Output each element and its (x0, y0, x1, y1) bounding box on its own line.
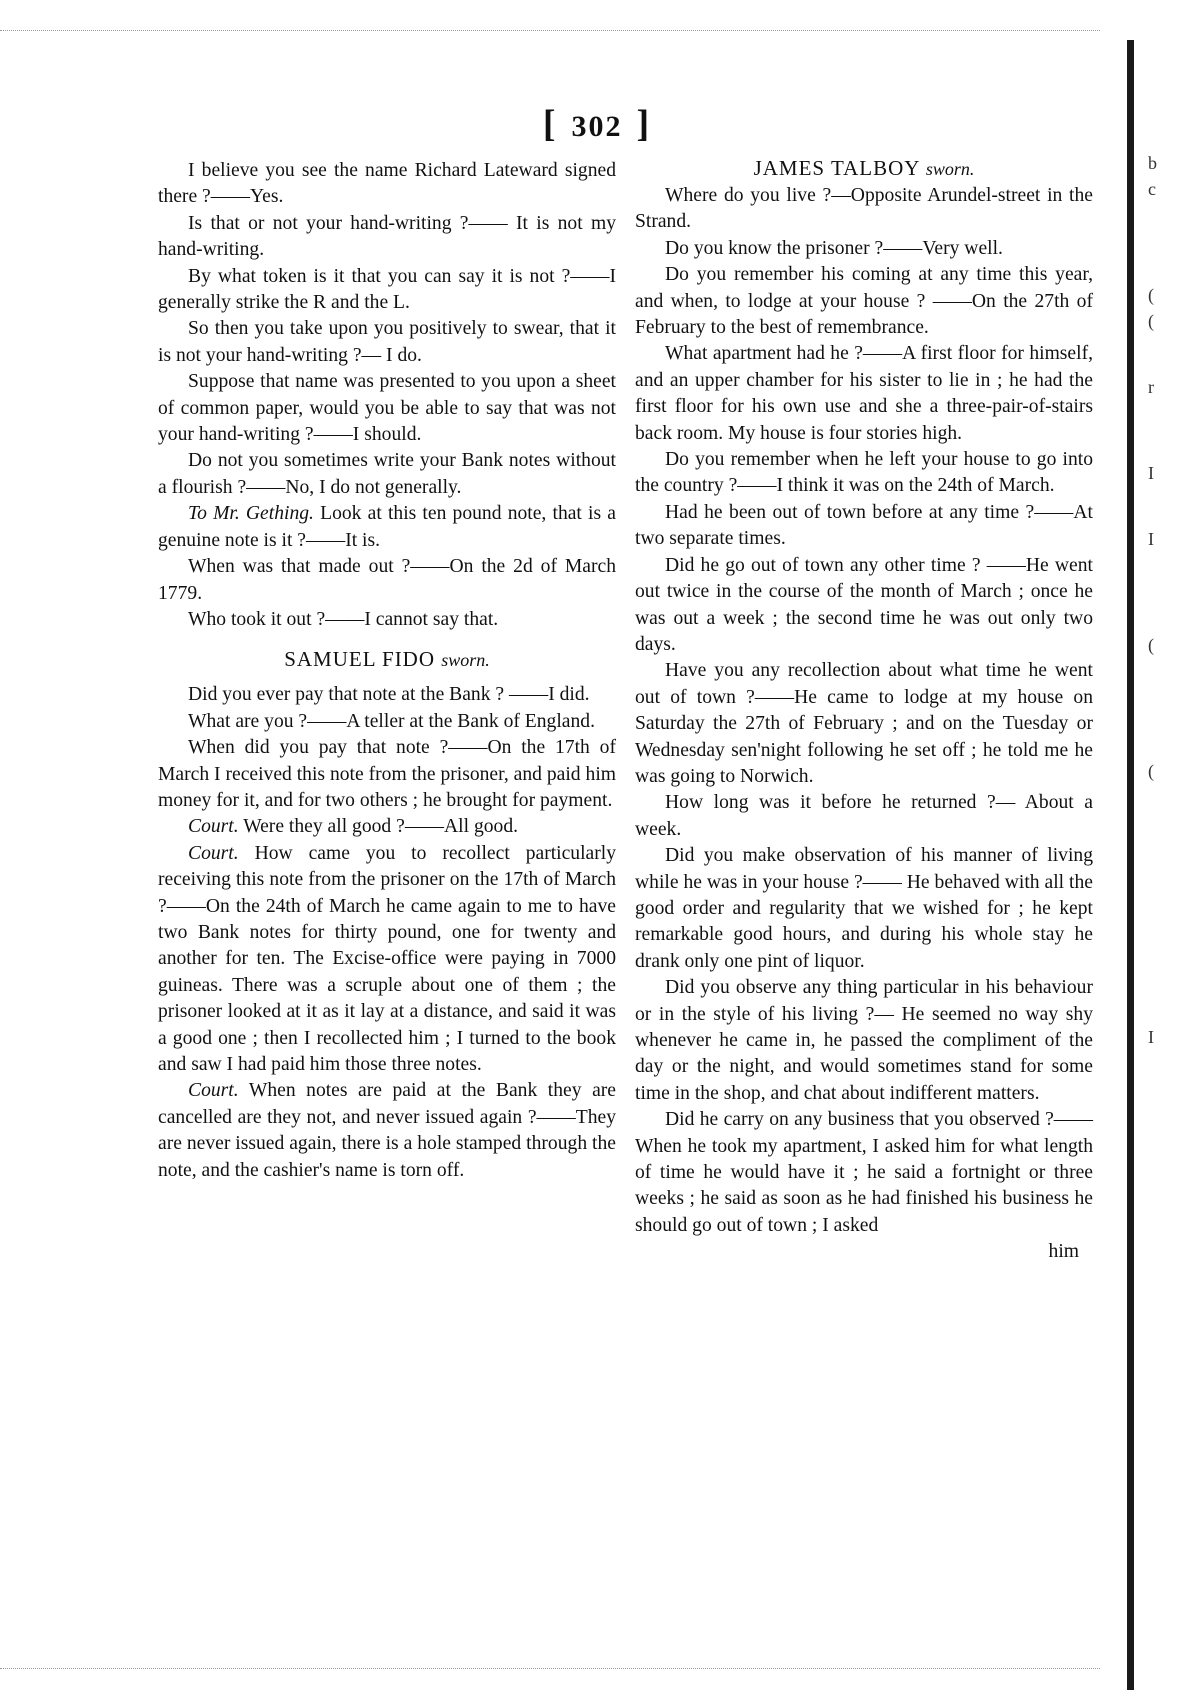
speaker-label: Court. (188, 816, 239, 838)
paragraph: By what token is it that you can say it is not ?——I generally strike the R and the L. (158, 265, 616, 314)
paragraph: Did he go out of town any other time ? ——He went out twice in the course of the month of March ; once he was out a week ; the second time he was out only two days. (635, 554, 1093, 655)
edge-letter: b (1148, 153, 1157, 173)
witness-name: JAMES TALBOY (753, 156, 920, 180)
catchword: him (1048, 1241, 1079, 1263)
witness-heading (158, 645, 616, 674)
edge-letter: r (1148, 377, 1154, 397)
right-column (635, 158, 1093, 1266)
speaker-text: How came you to recollect particularly receiving this note from the prisoner on the 17th of March ?——On the 24th of March he came again to me to have two Bank notes for thirty pound, one for twenty and another for ten. The Excise-office were paying in 7000 guineas. There was a scruple about one of them ; the prisoner looked at it as it lay at a distance, and said it was a good one ; then I recollected him ; I turned to the book and saw I had paid him those three notes. (158, 842, 617, 1075)
speaker-label: Court. (188, 842, 239, 864)
edge-letter: I (1148, 1027, 1154, 1047)
paragraph: Do you know the prisoner ?——Very well. (665, 237, 1003, 259)
paragraph: I believe you see the name Richard Lateward signed there ?——Yes. (158, 160, 616, 208)
paragraph: Who took it out ?——I cannot say that. (188, 608, 499, 630)
paragraph: Suppose that name was presented to you upon a sheet of common paper, would you be able to say that was not your hand-writing ?——I should. (158, 371, 616, 446)
speaker-text: Were they all good ?——All good. (243, 816, 519, 838)
edge-letter: ( (1148, 311, 1154, 331)
paragraph: What are you ?——A teller at the Bank of England. (188, 710, 595, 732)
paragraph: Do not you sometimes write your Bank notes without a flourish ?——No, I do not generally. (158, 450, 616, 498)
paragraph: Where do you live ?—Opposite Arundel-street in the Strand. (635, 185, 1093, 233)
court-paragraph (158, 814, 616, 840)
sworn-label: sworn. (925, 159, 975, 179)
scan-noise-bottom (0, 1668, 1100, 1672)
page-header (0, 102, 1194, 146)
court-paragraph (158, 1078, 616, 1184)
edge-letter: ( (1148, 635, 1154, 655)
bracket-close: ] (636, 103, 652, 145)
paragraph: When was that made out ?——On the 2d of March 1779. (158, 556, 616, 604)
page-number: 302 (571, 110, 623, 143)
paragraph: What apartment had he ?——A first floor for himself, and an upper chamber for his sister to lie in ; he had the first floor for his own use and she a three-pair-of-stairs back room. My house is four stories high. (635, 343, 1093, 444)
paragraph: How long was it before he returned ?— About a week. (635, 792, 1093, 840)
witness-heading (635, 154, 1093, 183)
speaker-text: When notes are paid at the Bank they are cancelled are they not, and never issued again ?——They are never issued again, there is a hole stamped through the note, and the cashier's name is torn off. (158, 1080, 616, 1181)
speaker-text: Look at this ten pound note, that is a genuine note is it ?——It is. (158, 503, 616, 551)
left-column (158, 158, 616, 1184)
paragraph: Do you remember his coming at any time this year, and when, to lodge at your house ? ——On the 27th of February to the best of remembrance. (635, 264, 1093, 339)
paragraph: Did you observe any thing particular in his behaviour or in the style of his living ?— He seemed no way shy whenever he came in, he passed the compliment of the day or the night, and would sometimes stand for some time in the shop, and chat about indifferent matters. (635, 977, 1093, 1104)
court-paragraph (158, 841, 616, 1079)
paragraph: Did he carry on any business that you observed ?——When he took my apartment, I asked him for what length of time he would have it ; he said a fortnight or three weeks ; he said as soon as he had finished his business he should go out of town ; I asked (635, 1109, 1093, 1236)
edge-letter: I (1148, 463, 1154, 483)
paragraph: When did you pay that note ?——On the 17th of March I received this note from the prisoner, and paid him money for it, and for two others ; he brought for payment. (158, 737, 616, 811)
paragraph: Is that or not your hand-writing ?—— It is not my hand-writing. (158, 212, 616, 261)
paragraph: Had he been out of town before at any time ?——At two separate times. (635, 501, 1093, 550)
bleed-through-letters (1148, 150, 1188, 1050)
edge-letter: I (1148, 529, 1154, 549)
bracket-open: [ (542, 103, 558, 145)
edge-letter: c (1148, 179, 1156, 199)
scan-noise-top (0, 30, 1100, 34)
edge-letter: ( (1148, 761, 1154, 781)
paragraph: Did you make observation of his manner of living while he was in your house ?—— He behaved with all the good order and regularity that we wished for ; he kept remarkable good hours, and during his whole stay he drank only one pint of liquor. (635, 845, 1093, 972)
witness-name: SAMUEL FIDO (284, 647, 436, 672)
page-binding-edge (1127, 40, 1134, 1690)
paragraph: Do you remember when he left your house to go into the country ?——I think it was on the 24th of March. (635, 449, 1093, 497)
sworn-label: sworn. (441, 650, 490, 671)
speaker-label: To Mr. Gething. (188, 503, 314, 525)
paragraph: Did you ever pay that note at the Bank ? ——I did. (188, 684, 590, 706)
paragraph: So then you take upon you positively to swear, that it is not your hand-writing ?— I do. (158, 318, 616, 366)
edge-letter: ( (1148, 285, 1154, 305)
gething-paragraph (158, 501, 616, 554)
speaker-label: Court. (188, 1080, 239, 1102)
paragraph: Have you any recollection about what time he went out of town ?——He came to lodge at my house on Saturday the 27th of February ; and on the Tuesday or Wednesday sen'night following he set off ; he told me he was going to Norwich. (635, 660, 1093, 787)
